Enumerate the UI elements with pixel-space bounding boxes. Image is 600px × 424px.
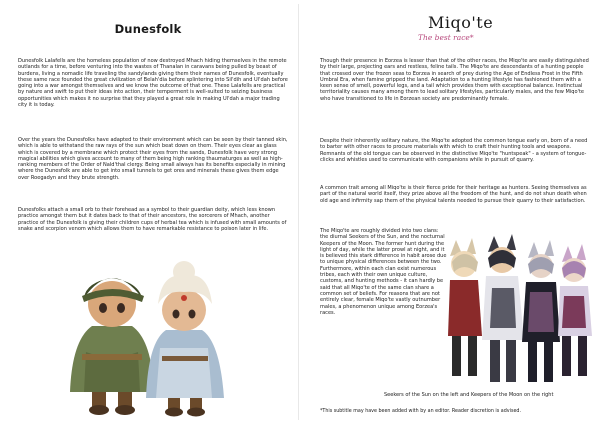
page-gutter bbox=[298, 4, 299, 420]
lalafell-figure-right bbox=[146, 261, 224, 417]
dunesfolk-paragraph-3: Dunesfolks attach a small orb to their forehead as a symbol to their guardian deity, which less known practice amongst them but it dates back to that of their ancestors, the sorcerers of Mhach, another practice of the Dunesfolk is giving their children cups of herbal tea which is infused with small amounts of snake and scorpion venom which allows them to have remarkable resistance to poison later in life. bbox=[18, 207, 287, 232]
miqote-illustration bbox=[444, 232, 596, 388]
left-page bbox=[0, 0, 296, 424]
miqote-paragraph-3: A common trait among all Miqo'te is their fierce pride for their heritage as hunters. Seeing themselves as part of the natural world itself, they prize above all the freedom of the hunt, and do not shun death when old age and infirmity sap them of the physical talents needed to pursue their quarry to their satisfaction. bbox=[320, 185, 587, 204]
miqote-figure-3 bbox=[522, 240, 560, 382]
lalafell-figure-left bbox=[70, 278, 154, 415]
miqote-figure-4 bbox=[558, 244, 592, 376]
dunesfolk-illustration bbox=[62, 252, 232, 420]
miqote-figure-2 bbox=[482, 234, 524, 382]
miqote-figure-1 bbox=[448, 238, 482, 376]
miqote-paragraph-2: Despite their inherently solitary nature, the Miqo'te adopted the common tongue early on, born of a need to barter with other races to procure materials with which to craft their hunting tools and weapons. Remnants of the old tongue can be observed in the distinctive Miqo'te "huntspeak" - a system of tongue-clicks and whistles used to communicate with companions while in pursuit of quarry. bbox=[320, 138, 588, 163]
page-title-dunesfolk: Dunesfolk bbox=[114, 22, 182, 36]
miqote-paragraph-4: The Miqo'te are roughly divided into two clans: the diurnal Seekers of the Sun, and the nocturnal Keepers of the Moon. The former hunt during the light of day, while the latter prowl at night, and it is believed this stark difference in habit arose due to unique physical differences between the two. Furthermore, within each clan exist numerous tribes, each with their own unique culture, customs, and hunting methods - it can hardly be said that all Miqo'te of the same clan share a common set of beliefs. For reasons that are not entirely clear, female Miqo'te vastly outnumber males, a phenomenon unique among Eorzea's races. bbox=[320, 228, 447, 316]
dunesfolk-paragraph-1: Dunesfolk Lalafells are the homeless population of now destroyed Mhach hiding themselves in the remote outlands for a time, before venturing into the wastes of Thanalan in caravans being pulled by beast of burdens, living a nomadic life traveling the sandylands giving them their names of Dunesfolk, eventually these same race founded the great civilization of Belah'dia before splintering into Sil'dih and Ul'dah before going into a war amongst themselves and we know the outcome of that one. These Lalafells are practical by nature and swift to put their ideas into action, their temperment is well-suited to seizing business opportunities which makes it no surprise that they played a great role in making Ul'dah a major trading city it is today. bbox=[18, 58, 288, 109]
page-title-miqote: Miqo'te bbox=[428, 13, 494, 32]
page-subtitle: The best race* bbox=[418, 33, 474, 42]
dunesfolk-paragraph-2: Over the years the Dunesfolks have adapted to their environment which can be seen by their tanned skin, which is able to withstand the raw rays of the sun which beat down on them. Their eyes clear as glass which is covered by a membrane which protect their eyes from the sands, Dunesfolk have very strong magical abilities which gives account to many of them being high ranking thaumaturges as well as high-ranking members of the Order of Nald'thal clergy. Being small always has its benefits especially in mining where the Dunesfolk are able to get into small tunnels to get ores and minerals these gives them edge over Roegadyn and they brute strength. bbox=[18, 137, 288, 181]
footnote: *This subtitle may have been added with by an editor. Reader discretion is advised. bbox=[320, 409, 521, 414]
right-page bbox=[304, 0, 600, 424]
miqote-paragraph-1: Though their presence in Eorzea is lesser than that of the other races, the Miqo'te are easily distinguished by their large, projecting ears and restless, feline tails. The Miqo'te are descendants of a hunting people that crossed over the frozen seas to Eorzea in search of prey during the Age of Endless Frost in the Fifth Umbral Era, when famine gripped the land. Adaptation to a hunting lifestyle has fashioned them with a keen sense of smell, powerful legs, and a tail which provides them with exceptional balance. Instinctual territoriality causes many among them to lead solitary lifestyles, particularly males, and the few Miqo'te who have transitioned to life in Eorzean society are predominantly female. bbox=[320, 58, 589, 102]
image-caption: Seekers of the Sun on the left and Keepers of the Moon on the right bbox=[384, 392, 554, 398]
